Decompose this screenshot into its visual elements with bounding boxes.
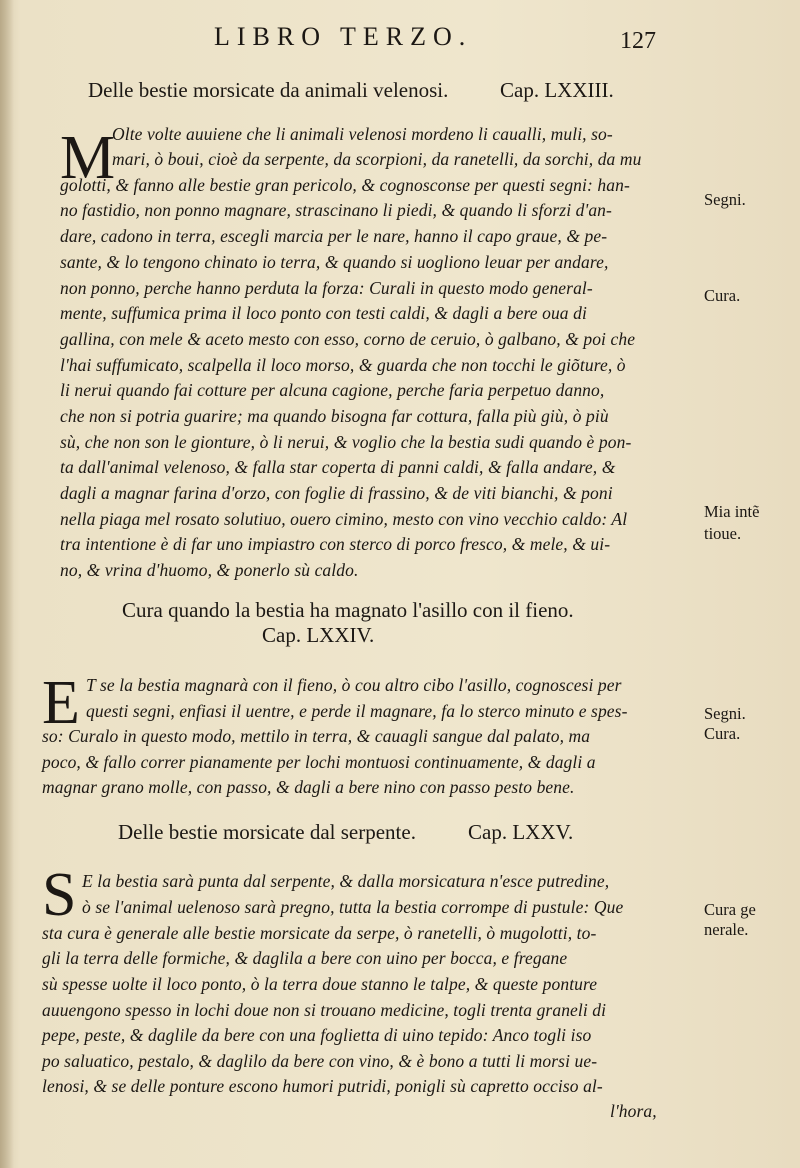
text-line: no, & vrina d'huomo, & ponerlo sù caldo. bbox=[60, 560, 359, 580]
chapter-75-title: Delle bestie morsicate dal serpente. bbox=[118, 820, 416, 844]
text-line: so: Curalo in questo modo, mettilo in terra, & cauagli sangue dal palato, ma bbox=[42, 726, 591, 746]
margin-note-segni: Segni. bbox=[704, 190, 746, 209]
text-line: l'hora, bbox=[610, 1101, 657, 1121]
text-line: ta dall'animal velenoso, & falla star coperta di panni caldi, & falla andare, & bbox=[60, 457, 616, 477]
text-line: mente, suffumica prima il loco ponto con testi caldi, & dagli a bere oua di bbox=[60, 303, 587, 323]
text-line: golotti, & fanno alle bestie gran pericolo, & cognosconse per questi segni: han- bbox=[60, 175, 630, 195]
margin-note-cura: Cura. bbox=[704, 286, 741, 305]
text-line: T se la bestia magnarà con il fieno, ò cou altro cibo l'asillo, cognoscesi per bbox=[86, 675, 622, 695]
running-head: LIBRO TERZO. bbox=[214, 22, 473, 51]
chapter-73-title: Delle bestie morsicate da animali velenosi. bbox=[88, 78, 449, 102]
text-line: che non si potria guarire; ma quando bisogna far cottura, falla più giù, ò più bbox=[60, 406, 609, 426]
margin-note-cura-generale-cont: nerale. bbox=[704, 920, 749, 939]
drop-cap: E bbox=[42, 669, 80, 737]
text-line: magnar grano molle, con passo, & dagli a bere nino con passo pesto bene. bbox=[42, 777, 575, 797]
text-line: li nerui quando fai cotture per alcuna cagione, perche faria perpetuo danno, bbox=[60, 380, 605, 400]
chapter-74-title: Cura quando la bestia ha magnato l'asillo con il fieno. bbox=[122, 598, 574, 622]
text-line: mari, ò boui, cioè da serpente, da scorpioni, da ranetelli, da sorchi, da mu bbox=[112, 149, 642, 169]
margin-note-cura: Cura. bbox=[704, 724, 741, 743]
text-line: po saluatico, pestalo, & daglilo da bere con vino, & è bono a tutti li morsi ue- bbox=[42, 1051, 598, 1071]
text-line: l'hai suffumicato, scalpella il loco morso, & guarda che non tocchi le giõture, ò bbox=[60, 355, 626, 375]
text-line: sante, & lo tengono chinato io terra, & quando si uogliono leuar per andare, bbox=[60, 252, 609, 272]
text-line: dare, cadono in terra, escegli marcia per le nare, hanno il capo graue, & pe- bbox=[60, 226, 608, 246]
text-line: dagli a magnar farina d'orzo, con foglie di frassino, & de viti bianchi, & poni bbox=[60, 483, 613, 503]
text-line: E la bestia sarà punta dal serpente, & dalla morsicatura n'esce putredine, bbox=[82, 871, 610, 891]
text-line: nella piaga mel rosato solutiuo, ouero cimino, mesto con vino vecchio caldo: Al bbox=[60, 509, 628, 529]
text-line: gallina, con mele & aceto mesto con esso, corno de ceruio, ò galbano, & poi che bbox=[60, 329, 636, 349]
text-line: pepe, peste, & daglile da bere con una foglietta di uino tepido: Anco togli iso bbox=[42, 1025, 592, 1045]
text-line: gli la terra delle formiche, & daglila a bere con uino per bocca, e fregane bbox=[42, 948, 568, 968]
text-line: lenosi, & se delle ponture escono humori putridi, ponigli sù capretto occiso al- bbox=[42, 1076, 603, 1096]
gutter-shadow bbox=[0, 0, 14, 1168]
text-line: no fastidio, non ponno magnare, strascinano li piedi, & quando li sforzi d'an- bbox=[60, 200, 612, 220]
margin-note-cura-generale: Cura ge bbox=[704, 900, 756, 919]
text-line: ò se l'animal uelenoso sarà pregno, tutta la bestia corrompe di pustule: Que bbox=[82, 897, 624, 917]
chapter-74-number: Cap. LXXIV. bbox=[262, 623, 375, 647]
text-line: sù, che non son le gionture, ò li nerui, & voglio che la bestia sudi quando è pon- bbox=[60, 432, 632, 452]
margin-note-segni: Segni. bbox=[704, 704, 746, 723]
text-line: sù spesse uolte il loco ponto, ò la terra doue stanno le talpe, & queste ponture bbox=[42, 974, 598, 994]
text-line: sta cura è generale alle bestie morsicate da serpe, ò ranetelli, ò mugolotti, to- bbox=[42, 923, 597, 943]
chapter-73-number: Cap. LXXIII. bbox=[500, 78, 614, 102]
margin-note-intentione-cont: tioue. bbox=[704, 524, 742, 543]
drop-cap: M bbox=[60, 124, 116, 192]
drop-cap: S bbox=[42, 861, 77, 929]
text-line: poco, & fallo correr pianamente per lochi montuosi continuamente, & dagli a bbox=[42, 752, 596, 772]
text-line: questi segni, enfiasi il uentre, e perde il magnare, fa lo sterco minuto e spes- bbox=[86, 701, 628, 721]
margin-note-intentione: Mia intẽ bbox=[704, 502, 760, 521]
text-line: non ponno, perche hanno perduta la forza: Curali in questo modo general- bbox=[60, 278, 593, 298]
chapter-75-number: Cap. LXXV. bbox=[468, 820, 574, 844]
page-number: 127 bbox=[620, 28, 656, 54]
text-line: auuengono spesso in lochi doue non si trouano medicine, togli trenta graneli di bbox=[42, 1000, 607, 1020]
text-line: Olte volte auuiene che li animali velenosi mordeno li caualli, muli, so- bbox=[112, 124, 613, 144]
text-line: tra intentione è di far uno impiastro con sterco di porco fresco, & mele, & ui- bbox=[60, 534, 611, 554]
